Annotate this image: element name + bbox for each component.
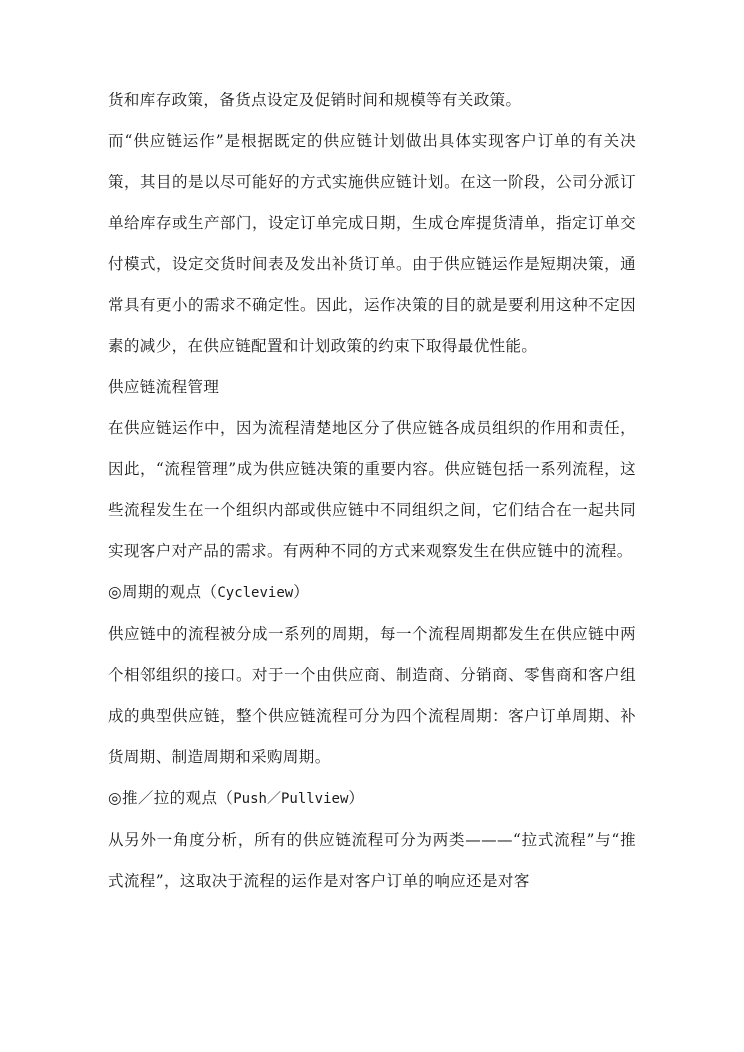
subsection-1-title	[108, 572, 636, 614]
section-heading: 供应链流程管理	[108, 378, 220, 396]
subsection-1-title-cn: 周期的观点（	[121, 583, 218, 601]
subsection-2-title-latin: Push／Pullview	[233, 791, 349, 807]
bullet-icon: ◎	[108, 789, 122, 807]
subsection-2-title-cn-end: ）	[348, 789, 365, 807]
subsection-2-title	[108, 778, 636, 820]
document-content	[108, 80, 636, 902]
subsection-2-body: 从另外一角度分析，所有的供应链流程可分为两类———“拉式流程”与“推式流程”，这取决于流程的运作是对客户订单的响应还是对客	[108, 831, 636, 890]
subsection-1-title-cn-end: ）	[293, 583, 310, 601]
bullet-icon: ◎	[108, 583, 122, 601]
subsection-1-body: 供应链中的流程被分成一系列的周期，每一个流程周期都发生在供应链中两个相邻组织的接口。对于一个由供应商、制造商、分销商、零售商和客户组成的典型供应链，整个供应链流程可分为四个流程周期：客户订单周期、补货周期、制造周期和采购周期。	[108, 625, 636, 766]
paragraph-1: 货和库存政策，备货点设定及促销时间和规模等有关政策。	[108, 91, 522, 109]
subsection-1-title-latin: Cycleview	[217, 585, 294, 601]
paragraph-2: 而“供应链运作”是根据既定的供应链计划做出具体实现客户订单的有关决策，其目的是以尽可能好的方式实施供应链计划。在这一阶段，公司分派订单给库存或生产部门，设定订单完成日期，生成仓库提货清单，指定订单交付模式，设定交货时间表及发出补货订单。由于供应链运作是短期决策，通常具有更小的需求不确定性。因此，运作决策的目的就是要利用这种不定因素的减少，在供应链配置和计划政策的约束下取得最优性能。	[108, 132, 636, 355]
subsection-2-title-cn: 推／拉的观点（	[121, 789, 234, 807]
section-paragraph: 在供应链运作中，因为流程清楚地区分了供应链各成员组织的作用和责任，因此，“流程管理”成为供应链决策的重要内容。供应链包括一系列流程，这些流程发生在一个组织内部或供应链中不同组织之间，它们结合在一起共同实现客户对产品的需求。有两种不同的方式来观察发生在供应链中的流程。	[108, 419, 636, 560]
